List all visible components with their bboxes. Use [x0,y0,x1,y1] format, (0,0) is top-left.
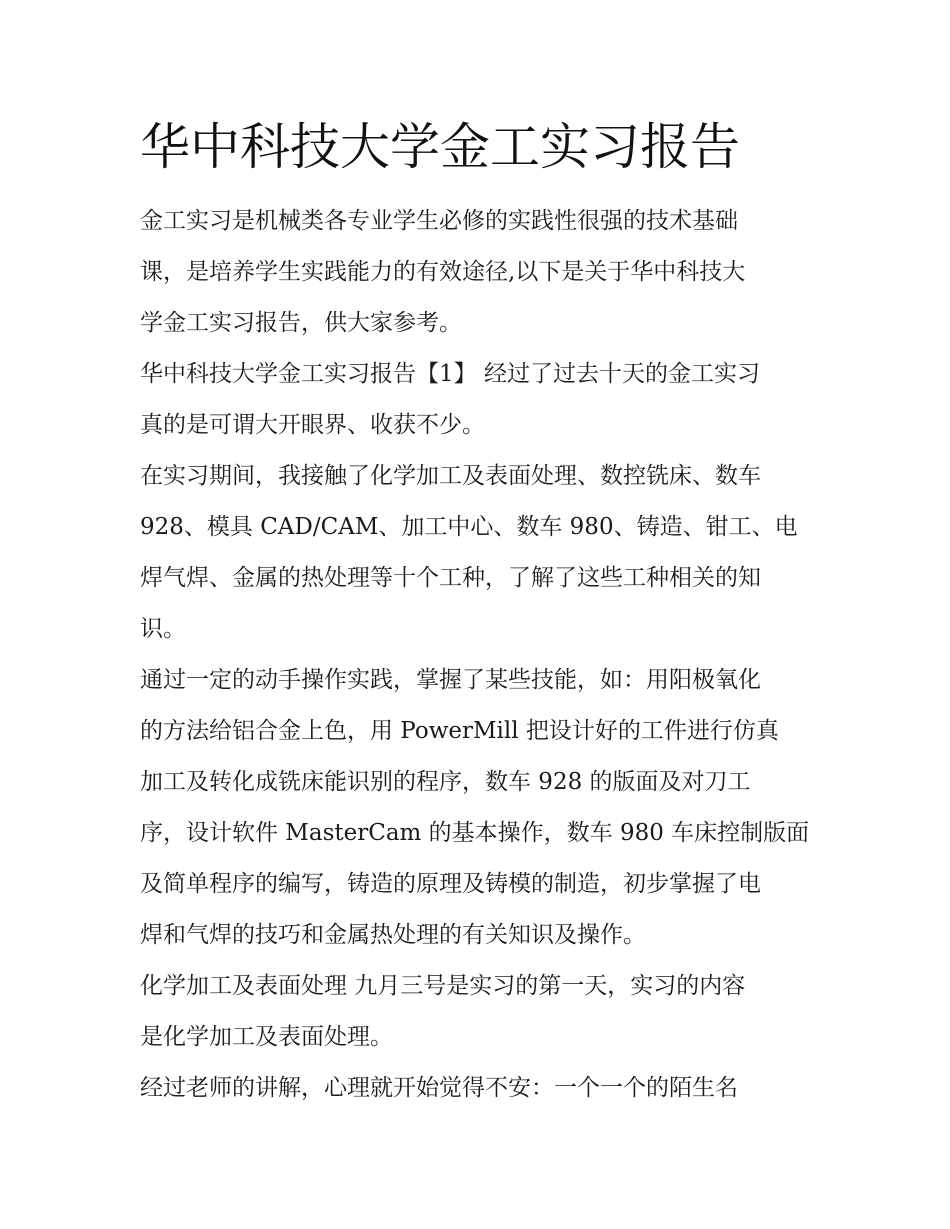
text-line: 序，设计软件 MasterCam 的基本操作，数车 980 车床控制版面 [140,820,810,846]
document-body [140,196,812,1114]
text-line: 通过一定的动手操作实践，掌握了某些技能，如：用阳极氧化 [140,667,761,693]
text-line: 识。 [140,616,186,642]
paragraph-6 [140,1063,812,1114]
text-line: 是化学加工及表面处理。 [140,1024,393,1050]
text-line: 化学加工及表面处理 九月三号是实习的第一天，实习的内容 [140,973,746,999]
document-title: 华中科技大学金工实习报告 [140,118,740,176]
text-line: 课，是培养学生实践能力的有效途径,以下是关于华中科技大 [140,259,746,285]
paragraph-3 [140,451,812,655]
text-line: 学金工实习报告，供大家参考。 [140,310,462,336]
paragraph-4 [140,655,812,961]
text-line: 华中科技大学金工实习报告【1】 经过了过去十天的金工实习 [140,361,760,387]
text-line: 焊气焊、金属的热处理等十个工种，了解了这些工种相关的知 [140,565,761,591]
text-line: 928、模具 CAD/CAM、加工中心、数车 980、铸造、钳工、电 [140,514,798,540]
paragraph-1 [140,196,812,349]
paragraph-2 [140,349,812,451]
text-line: 真的是可谓大开眼界、收获不少。 [140,412,485,438]
text-line: 焊和气焊的技巧和金属热处理的有关知识及操作。 [140,922,646,948]
text-line: 加工及转化成铣床能识别的程序，数车 928 的版面及对刀工 [140,769,751,795]
text-line: 金工实习是机械类各专业学生必修的实践性很强的技术基础 [140,208,738,234]
text-line: 及简单程序的编写，铸造的原理及铸模的制造，初步掌握了电 [140,871,761,897]
paragraph-5 [140,961,812,1063]
text-line: 在实习期间，我接触了化学加工及表面处理、数控铣床、数车 [140,463,761,489]
text-line: 经过老师的讲解，心理就开始觉得不安：一个一个的陌生名 [140,1075,738,1101]
text-line: 的方法给铝合金上色，用 PowerMill 把设计好的工件进行仿真 [140,718,779,744]
